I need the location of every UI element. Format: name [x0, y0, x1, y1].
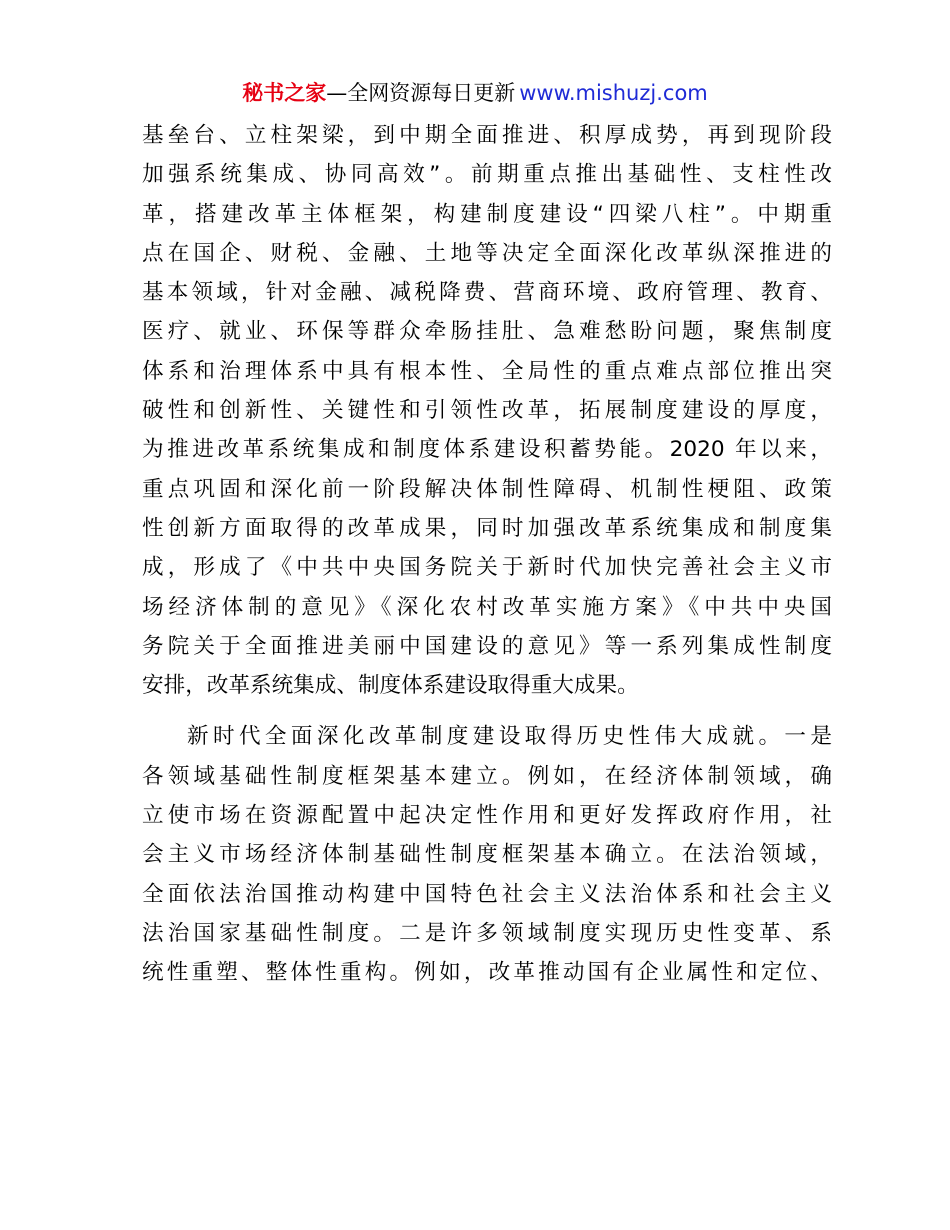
text-line: 性创新方面取得的改革成果，同时加强改革系统集成和制度集: [142, 515, 832, 541]
text-line: 医疗、就业、环保等群众牵肠挂肚、急难愁盼问题，聚焦制度: [142, 319, 832, 345]
text-line: 基本领域，针对金融、减税降费、营商环境、政府管理、教育、: [142, 280, 832, 306]
text-line: 会主义市场经济体制基础性制度框架基本确立。在法治领域，: [142, 842, 832, 868]
text-line: 革，搭建改革主体框架，构建制度建设“四梁八柱”。中期重: [142, 201, 832, 227]
text-line: 法治国家基础性制度。二是许多领域制度实现历史性变革、系: [142, 920, 832, 946]
header-tagline: —全网资源每日更新: [326, 81, 516, 105]
text-line: 统性重塑、整体性重构。例如，改革推动国有企业属性和定位、: [142, 960, 832, 986]
brand-name: 秘书之家: [242, 81, 327, 105]
text-line: 破性和创新性、关键性和引领性改革，拓展制度建设的厚度，: [142, 398, 832, 424]
page-header: [0, 78, 950, 108]
paragraph: [142, 717, 832, 992]
text-line: 加强系统集成、协同高效”。前期重点推出基础性、支柱性改: [142, 162, 832, 188]
text-line: 点在国企、财税、金融、土地等决定全面深化改革纵深推进的: [142, 240, 832, 266]
text-line: 为推进改革系统集成和制度体系建设积蓄势能。2020 年以来，: [142, 437, 832, 463]
text-line: 务院关于全面推进美丽中国建设的意见》等一系列集成性制度: [142, 633, 832, 659]
text-line: 各领域基础性制度框架基本建立。例如，在经济体制领域，确: [142, 763, 832, 789]
text-line: 重点巩固和深化前一阶段解决体制性障碍、机制性梗阻、政策: [142, 476, 832, 502]
text-line: 成，形成了《中共中央国务院关于新时代加快完善社会主义市: [142, 555, 832, 581]
text-line: 新时代全面深化改革制度建设取得历史性伟大成就。一是: [187, 724, 832, 750]
text-line: 基垒台、立柱架梁，到中期全面推进、积厚成势，再到现阶段: [142, 123, 832, 148]
site-url-link[interactable]: www.mishuzj.com: [519, 81, 708, 105]
text-line: 立使市场在资源配置中起决定性作用和更好发挥政府作用，社: [142, 803, 832, 829]
paragraph: [142, 116, 832, 705]
paragraph-spacer: [142, 705, 832, 717]
document-body: [142, 116, 832, 993]
text-line: 场经济体制的意见》《深化农村改革实施方案》《中共中央国: [142, 594, 832, 620]
text-line: 安排，改革系统集成、制度体系建设取得重大成果。: [142, 673, 639, 699]
text-line: 体系和治理体系中具有根本性、全局性的重点难点部位推出突: [142, 358, 832, 384]
text-line: 全面依法治国推动构建中国特色社会主义法治体系和社会主义: [142, 881, 832, 907]
